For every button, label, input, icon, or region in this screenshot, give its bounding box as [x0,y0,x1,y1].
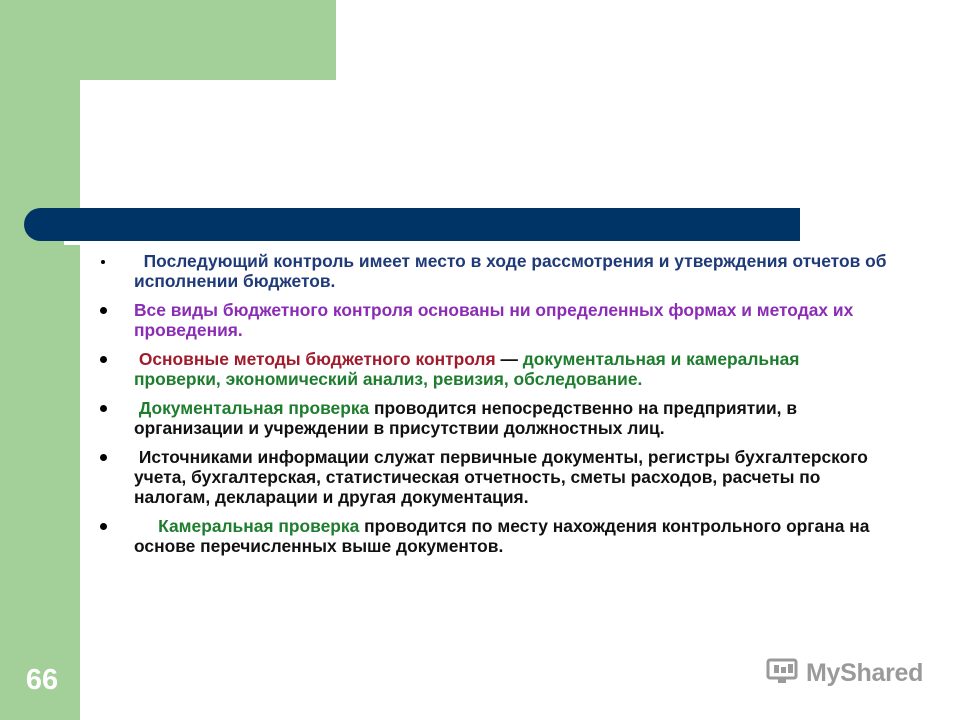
navy-title-bar [24,208,800,241]
bullet-item [98,398,888,438]
bullet-dot-icon [100,523,107,530]
bullet-text-green: Камеральная проверка [158,516,360,536]
watermark-text: MyShared [806,658,924,687]
bullet-dot-icon [100,356,107,363]
bullet-text: Последующий контроль имеет место в ходе рассмотрения и утверждения отчетов об исполнении бюджетов. [134,251,887,291]
green-sidebar-band [0,0,80,720]
bullet-indent [134,251,144,271]
bullet-text-green: Документальная проверка [138,398,370,418]
slide-number: 66 [25,664,59,696]
bullet-item [98,251,888,291]
bullet-item [98,349,888,389]
bullet-list [98,251,888,565]
bullet-dot-icon [101,260,105,264]
bullet-text: Источниками информации служат первичные документы, регистры бухгалтерского учета, бухгалтерская, статистическая отчетность, сметы расходов, расчеты по налогам, декларации и другая документация. [134,447,868,507]
bullet-dot-icon [100,405,107,412]
bullet-item [98,516,888,556]
green-top-band [80,0,336,80]
bullet-indent [134,516,158,536]
bullet-item [98,300,888,340]
bullet-text: проводится по месту нахождения контрольного органа на основе перечисленных выше документов. [134,516,870,556]
bullet-item [98,447,888,507]
bullet-text-red: Основные методы бюджетного контроля [138,349,496,369]
bullet-text: проводится непосредственно на предприятии, в организации и учреждении в присутствии должностных лиц. [134,398,798,438]
bullet-text-green: документальная и камеральная проверки, экономический анализ, ревизия, обследование. [134,349,800,389]
myshared-watermark [766,656,923,690]
navy-bar-notch [64,241,80,245]
bullet-dot-icon [100,454,107,461]
bullet-text: Все виды бюджетного контроля основаны ни определенных формах и методах их проведения. [134,300,854,340]
myshared-logo-icon [766,656,800,691]
white-rounded-corner [80,80,200,200]
bullet-dash: — [495,349,523,369]
bullet-dot-icon [100,307,107,314]
